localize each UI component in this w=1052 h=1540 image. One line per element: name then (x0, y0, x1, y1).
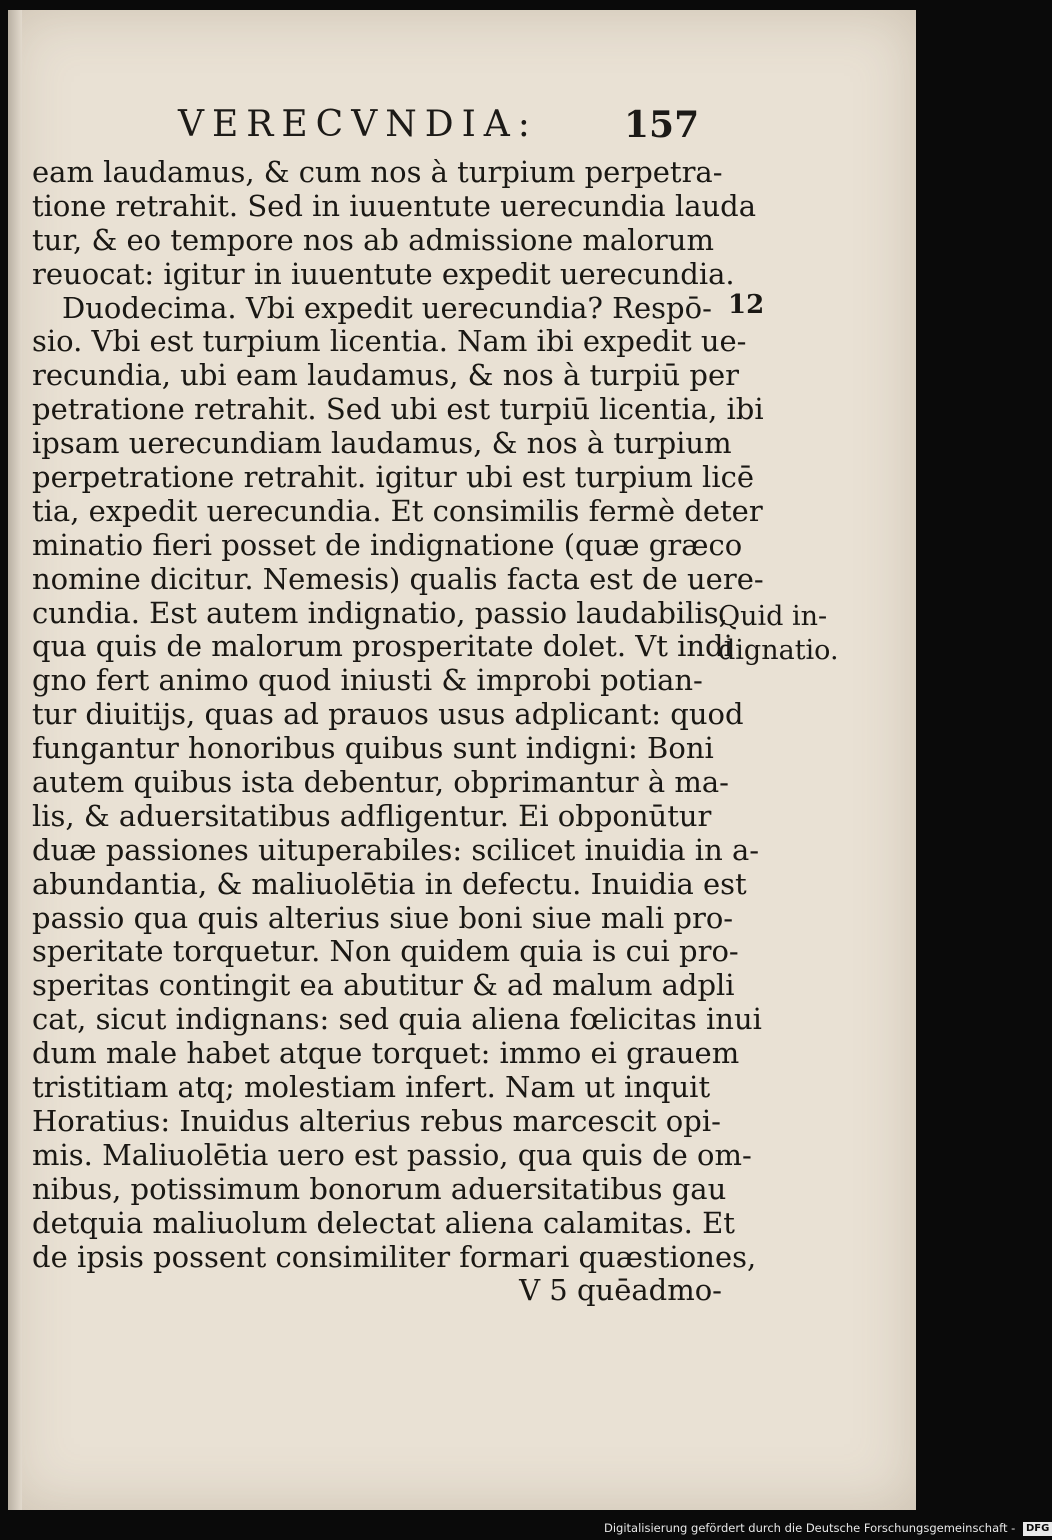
text-line: passio qua quis alterius siue boni siue mali pro- (32, 900, 734, 935)
page-number: 157 (624, 104, 700, 146)
text-line: duæ passiones uituperabiles: scilicet inuidia in a- (32, 832, 760, 867)
text-line: nomine dicitur. Nemesis) qualis facta est de uere- (32, 561, 764, 596)
text-line: tione retrahit. Sed in iuuentute uerecundia lauda (32, 188, 757, 223)
text-line: fungantur honoribus quibus sunt indigni: Boni (32, 731, 714, 766)
text-line: speritate torquetur. Non quidem quia is cui pro- (32, 934, 739, 969)
text-line: recundia, ubi eam laudamus, & nos à turpiū per (32, 358, 739, 393)
text-line: eam laudamus, & cum nos à turpium perpetra- (32, 155, 723, 189)
text-line: perpetratione retrahit. igitur ubi est turpium licē (32, 460, 754, 495)
text-line: Horatius: Inuidus alterius rebus marcescit opi- (32, 1103, 721, 1138)
digitization-footer (604, 1519, 1052, 1537)
running-head: VERECVNDIA: (178, 104, 538, 145)
text-line: tur diuitijs, quas ad prauos usus adplicant: quod (32, 697, 744, 732)
text-line: reuocat: igitur in iuuentute expedit uerecundia. (32, 256, 735, 291)
text-line: mis. Maliuolētia uero est passio, qua quis de om- (32, 1137, 752, 1172)
text-line: detquia maliuolum delectat aliena calamitas. Et (32, 1205, 735, 1240)
text-line: tristitiam atq; molestiam infert. Nam ut inquit (32, 1070, 711, 1105)
page-edge (8, 10, 22, 1510)
text-line: tia, expedit uerecundia. Et consimilis fermè deter (32, 493, 763, 528)
dfg-logo: DFG (1023, 1522, 1052, 1536)
text-line: abundantia, & maliuolētia in defectu. Inuidia est (32, 866, 747, 901)
marginal-note-line: dignatio. (718, 635, 839, 666)
text-line: lis, & aduersitatibus adfligentur. Ei obponūtur (32, 798, 712, 833)
text-line: de ipsis possent consimiliter formari quæstiones, (32, 1239, 757, 1274)
text-line: ipsam uerecundiam laudamus, & nos à turpium (32, 426, 732, 461)
page-header (178, 104, 738, 154)
footer-text: Digitalisierung gefördert durch die Deutsche Forschungsgemeinschaft - (604, 1521, 1016, 1535)
text-line: sio. Vbi est turpium licentia. Nam ibi expedit ue- (32, 324, 747, 359)
catchword-line: V 5 quēadmo- (519, 1273, 722, 1308)
marginal-note-line: Quid in- (718, 601, 828, 632)
text-line: nibus, potissimum bonorum aduersitatibus gau (32, 1171, 727, 1206)
text-line: Duodecima. Vbi expedit uerecundia? Respō- (62, 290, 712, 325)
margin-question-number: 12 (728, 290, 765, 320)
text-line: cat, sicut indignans: sed quia aliena fœlicitas inui (32, 1002, 762, 1037)
text-line: dum male habet atque torquet: immo ei grauem (32, 1036, 740, 1071)
text-line: minatio fieri posset de indignatione (quæ græco (32, 527, 743, 562)
text-line: autem quibus ista debentur, obprimantur à ma- (32, 765, 729, 800)
text-line: qua quis de malorum prosperitate dolet. Vt indi (32, 629, 733, 664)
text-line: tur, & eo tempore nos ab admissione malorum (32, 222, 714, 257)
text-line: petratione retrahit. Sed ubi est turpiū licentia, ibi (32, 392, 764, 427)
marginal-note (718, 600, 868, 668)
text-line: cundia. Est autem indignatio, passio laudabilis, (32, 595, 728, 630)
text-line: speritas contingit ea abutitur & ad malum adpli (32, 968, 735, 1003)
text-line: gno fert animo quod iniusti & improbi potian- (32, 663, 703, 698)
